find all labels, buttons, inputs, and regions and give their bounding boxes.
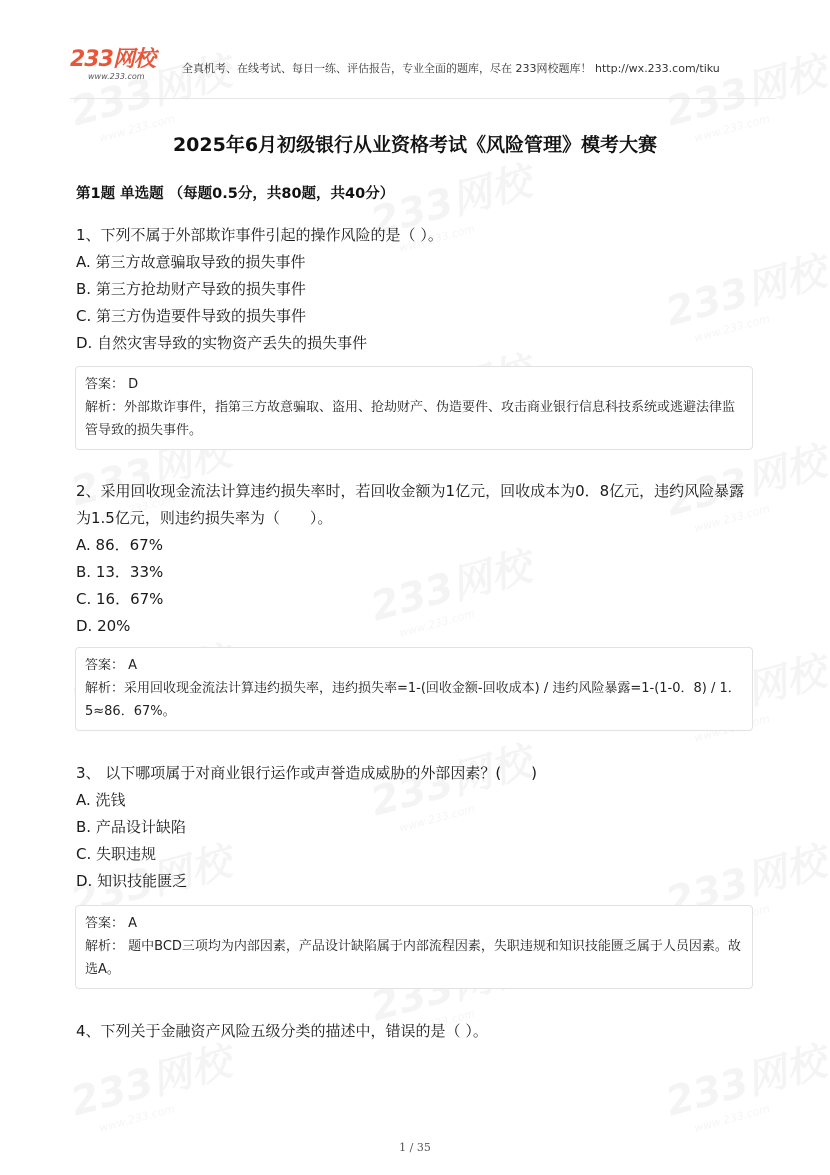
option-d: D. 自然灾害导致的实物资产丢失的损失事件 (76, 334, 368, 352)
page-title: 2025年6月初级银行从业资格考试《风险管理》模考大赛 (172, 134, 658, 156)
option-d: D. 知识技能匮乏 (76, 872, 188, 890)
page-header (70, 48, 775, 99)
option-c: C. 16．67% (76, 590, 164, 608)
option-c: C. 第三方伪造要件导致的损失事件 (76, 307, 307, 325)
option-c: C. 失职违规 (76, 845, 157, 863)
logo-url: www.233.com (88, 72, 145, 81)
option-b: B. 第三方抢劫财产导致的损失事件 (76, 280, 306, 298)
logo-text: 233网校 (70, 47, 155, 72)
answer-box-3 (75, 905, 753, 989)
question-2 (76, 478, 756, 640)
option-b: B. 产品设计缺陷 (76, 818, 186, 836)
analysis-text: 解析：外部欺诈事件，指第三方故意骗取、盗用、抢劫财产、伪造要件、攻击商业银行信息科技系统或逃避法律监管导致的损失事件。 (85, 400, 736, 438)
question-4 (76, 1018, 756, 1045)
answer-label: 答案： A (85, 916, 138, 931)
watermark (64, 1030, 240, 1140)
question-1 (76, 222, 756, 357)
analysis-text: 解析： 题中BCD三项均为内部因素，产品设计缺陷属于内部流程因素，失职违规和知识技能匮乏属于人员因素。故选A。 (85, 939, 741, 977)
question-3 (76, 760, 756, 895)
header-slogan: 全真机考、在线考试、每日一练、评估报告，专业全面的题库，尽在 233网校题库！ http://wx.233.com/tiku (182, 62, 720, 75)
option-a: A. 86．67% (76, 536, 163, 554)
option-b: B. 13．33% (76, 563, 164, 581)
question-stem: 4、下列关于金融资产风险五级分类的描述中，错误的是（ ）。 (76, 1022, 488, 1040)
watermark (659, 1030, 830, 1140)
answer-label: 答案： D (85, 377, 139, 392)
page-indicator: 1 / 35 (399, 1141, 431, 1154)
section-heading: 第1题 单选题 （每题0.5分，共80题，共40分） (76, 186, 395, 202)
answer-box-1 (75, 366, 753, 450)
answer-label: 答案： A (85, 658, 138, 673)
analysis-text: 解析：采用回收现金流法计算违约损失率，违约损失率=1-(回收金额-回收成本) / 违约风险暴露=1-(1-0．8) / 1．5≈86．67%。 (85, 681, 741, 719)
option-a: A. 洗钱 (76, 791, 126, 809)
answer-box-2 (75, 647, 753, 731)
question-stem: 2、采用回收现金流法计算违约损失率时，若回收金额为1亿元，回收成本为0．8亿元，违约风险暴露为1.5亿元，则违约损失率为（ ）。 (76, 482, 745, 527)
logo (70, 48, 166, 82)
option-d: D. 20% (76, 617, 131, 635)
option-a: A. 第三方故意骗取导致的损失事件 (76, 253, 306, 271)
question-stem: 1、下列不属于外部欺诈事件引起的操作风险的是（ ）。 (76, 226, 443, 244)
question-stem: 3、 以下哪项属于对商业银行运作或声誉造成威胁的外部因素？( ) (76, 764, 538, 782)
